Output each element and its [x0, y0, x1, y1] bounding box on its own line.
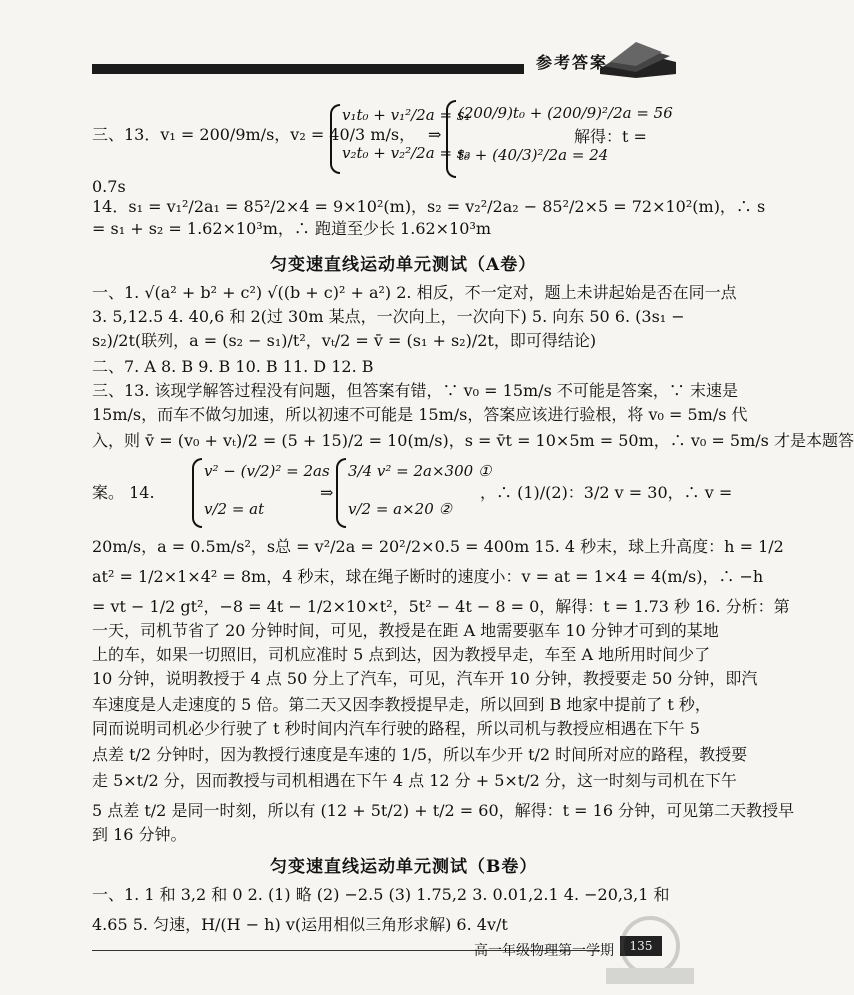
text-line: 走 5×t/2 分，因而教授与司机相遇在下午 4 点 12 分 + 5×t/2 分，这一时刻与司机在下午: [92, 771, 737, 790]
system-brace: [330, 104, 340, 174]
text-line: 同而说明司机必少行驶了 t 秒时间内汽车行驶的路程，所以司机与教授应相遇在下午 5: [92, 719, 700, 738]
text-line: 4.65 5. 匀速，H/(H − h) v(运用相似三角形求解) 6. 4v/t: [92, 915, 508, 934]
text-line: at² = 1/2×1×4² = 8m，4 秒末，球在绳子断时的速度小：v = at = 1×4 = 4(m/s)，∴ −h: [92, 567, 764, 586]
header-title: 参考答案: [536, 53, 609, 72]
text-line: 三、13. 该现学解答过程没有问题，但答案有错，∵ v₀ = 15m/s 不可能是答案，∵ 末速是: [92, 381, 738, 400]
system-brace: [336, 458, 346, 528]
books-icon: [596, 38, 680, 80]
q13-line: 三、13．v₁ = 200/9m/s，v₂ = 40/3 m/s，: [92, 125, 416, 144]
text-line: ，∴ (1)/(2)：3/2 v = 30，∴ v =: [480, 483, 733, 502]
text-line: 案。 14.: [92, 483, 155, 502]
text-line: 14．s₁ = v₁²/2a₁ = 85²/2×4 = 9×10²(m)，s₂ = v₂²/2a₂ − 85²/2×5 = 72×10²(m)，∴ s: [92, 197, 766, 216]
implies-arrow: ⇒: [428, 125, 442, 144]
section-title: 匀变速直线运动单元测试（B卷）: [270, 857, 538, 877]
text-line: 一、1. 1 和 3,2 和 0 2. (1) 略 (2) −2.5 (3) 1.75,2 3. 0.01,2.1 4. −20,3,1 和: [92, 885, 670, 904]
equation: t₀ + (40/3)²/2a = 24: [458, 146, 609, 164]
equation: 3/4 v² = 2a×300 ①: [348, 462, 492, 480]
text-line: s₂)/2t(联列，a = (s₂ − s₁)/t²，vₜ/2 = v̄ = (s₁ + s₂)/2t，即可得结论): [92, 331, 597, 350]
equation: v/2 = at: [204, 500, 265, 518]
system-brace: [192, 458, 202, 528]
text-line: 0.7s: [92, 177, 126, 196]
equation: v₁t₀ + v₁²/2a = s₁: [342, 106, 471, 124]
implies-arrow: ⇒: [320, 483, 334, 502]
solve-label: 解得：t =: [574, 127, 647, 146]
text-line: = vt − 1/2 gt²，−8 = 4t − 1/2×10×t²，5t² − 4t − 8 = 0，解得：t = 1.73 秒 16. 分析：第: [92, 597, 790, 616]
text-line: = s₁ + s₂ = 1.62×10³m，∴ 跑道至少长 1.62×10³m: [92, 219, 492, 238]
equation: (200/9)t₀ + (200/9)²/2a = 56: [458, 104, 673, 122]
equation: v₂t₀ + v₂²/2a = s₂: [342, 144, 471, 162]
text-line: 二、7. A 8. B 9. B 10. B 11. D 12. B: [92, 357, 374, 376]
section-title: 匀变速直线运动单元测试（A卷）: [270, 255, 537, 275]
header-rule: [92, 64, 524, 74]
text-line: 一、1. √(a² + b² + c²) √((b + c)² + a²) 2. 相反，不一定对，题上未讲起始是否在同一点: [92, 283, 737, 302]
text-line: 3. 5,12.5 4. 40,6 和 2(过 30m 某点，一次向上，一次向下) 5. 向东 50 6. (3s₁ −: [92, 307, 685, 326]
watermark-logo-icon: [596, 912, 704, 988]
footer-text: 高一年级物理第一学期: [474, 943, 614, 959]
text-line: 到 16 分钟。: [92, 825, 187, 844]
text-line: 一天，司机节省了 20 分钟时间，可见，教授是在距 A 地需要驱车 10 分钟才可到的某地: [92, 621, 719, 640]
system-brace: [446, 100, 456, 178]
equation: v/2 = a×20 ②: [348, 500, 452, 518]
text-line: 上的车，如果一切照旧，司机应准时 5 点到达，因为教授早走，车至 A 地所用时间少了: [92, 645, 711, 664]
page-number: 135: [620, 936, 662, 956]
text-line: 20m/s，a = 0.5m/s²，s总 = v²/2a = 20²/2×0.5 = 400m 15. 4 秒末，球上升高度：h = 1/2: [92, 537, 784, 556]
text-line: 15m/s，而车不做匀加速，所以初速不可能是 15m/s，答案应该进行验根，将 v₀ = 5m/s 代: [92, 405, 748, 424]
text-line: 入，则 v̄ = (v₀ + vₜ)/2 = (5 + 15)/2 = 10(m/s)，s = v̄t = 10×5m = 50m，∴ v₀ = 5m/s 才是本题答: [92, 431, 854, 450]
text-line: 车速度是人走速度的 5 倍。第二天又因李教授提早走，所以回到 B 地家中提前了 t 秒，: [92, 695, 711, 714]
text-line: 5 点差 t/2 是同一时刻，所以有 (12 + 5t/2) + t/2 = 60，解得：t = 16 分钟，可见第二天教授早: [92, 801, 795, 820]
equation: v² − (v/2)² = 2as: [204, 462, 330, 480]
text-line: 10 分钟，说明教授于 4 点 50 分上了汽车，可见，汽车开 10 分钟，教授要走 50 分钟，即汽: [92, 669, 758, 688]
text-line: 点差 t/2 分钟时，因为教授行速度是车速的 1/5，所以车少开 t/2 时间所对应的路程，教授要: [92, 745, 748, 764]
